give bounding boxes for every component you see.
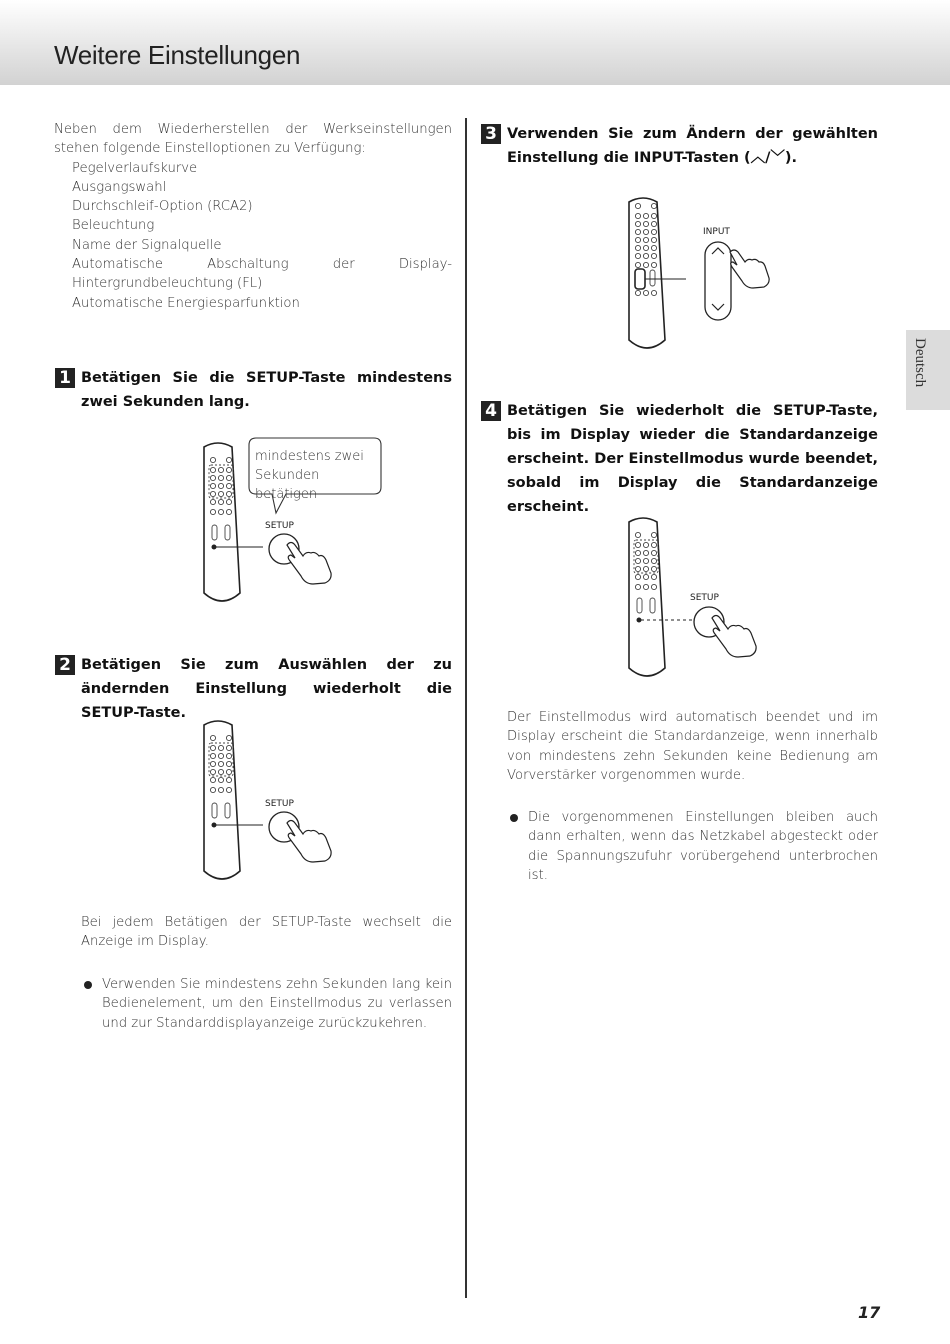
remote-illustration-step2 [195,713,345,888]
hand-pointer-icon [287,821,331,863]
intro-paragraph [54,120,452,313]
page-title: Weitere Einstellungen [54,40,301,70]
setup-label: SETUP [265,521,294,531]
setup-label: SETUP [690,593,719,603]
step-3-number: 3 [481,124,501,144]
option-item: Ausgangswahl [72,179,167,195]
step-3-text: Verwenden Sie zum Ändern der gewählten Einstellung die INPUT-Tasten (︿/﹀). [507,126,878,166]
option-item: Automatische Abschaltung der Display-Hintergrundbeleuchtung (FL) [72,257,452,292]
step-2-bullet-text: Verwenden Sie mindestens zehn Sekunden lang kein Bedienelement, um den Einstellmodus zu verlassen und zur Standarddisplayanzeige zurückzukehren. [102,977,452,1031]
option-item: Beleuchtung [72,218,155,234]
page-header [0,0,950,85]
language-tab-label: Deutsch [912,338,928,388]
step-4-bullet-text: Die vorgenommenen Einstellungen bleiben auch dann erhalten, wenn das Netzkabel abgesteckt oder die Spannungszufuhr vorübergehend unterbrochen ist. [528,810,878,883]
setup-label: SETUP [265,799,294,809]
bullet-dot-icon [84,981,92,989]
option-item: Durchschleif-Option (RCA2) [72,199,253,215]
bullet-dot-icon [510,814,518,822]
callout-text: mindestens zwei Sekunden betätigen [255,449,364,502]
remote-illustration-step3 [620,190,780,355]
step-2-text: Betätigen Sie zum Auswählen der zu ändernden Einstellung wiederholt die SETUP-Taste. [81,657,452,721]
intro-text: Neben dem Wiederherstellen der Werkseinstellungen stehen folgende Einstelloptionen zu Verfügung: [54,122,452,157]
column-divider [465,118,467,1298]
page-number: 17 [858,1303,881,1322]
step-4-text: Betätigen Sie wiederholt die SETUP-Taste, bis im Display wieder die Standardanzeige erscheint. Der Einstellmodus wurde beendet, sobald im Display die Standardanzeige erscheint. [507,403,878,515]
option-item: Name der Signalquelle [72,237,222,253]
step-4-note: Der Einstellmodus wird automatisch beendet und im Display erscheint die Standardanzeige, wenn innerhalb von mindestens zehn Sekunden keine Bedienung am Vorverstärker vorgenommen wurde. [507,710,878,783]
step-1-text: Betätigen Sie die SETUP-Taste mindestens zwei Sekunden lang. [81,370,452,410]
input-label: INPUT [703,227,730,237]
input-buttons-icon [705,242,731,320]
option-item: Pegelverlaufskurve [72,160,198,176]
language-tab [906,330,950,410]
hand-pointer-icon [287,543,331,585]
step-2-note: Bei jedem Betätigen der SETUP-Taste wechselt die Anzeige im Display. [81,915,452,950]
hand-pointer-icon [712,616,756,658]
step-2-number: 2 [55,655,75,675]
step-1-number: 1 [55,368,75,388]
hand-pointer-icon [730,250,769,288]
option-item: Automatische Energiesparfunktion [72,295,300,311]
step-4-number: 4 [481,401,501,421]
remote-illustration-step4 [620,510,770,685]
options-list [54,159,452,313]
